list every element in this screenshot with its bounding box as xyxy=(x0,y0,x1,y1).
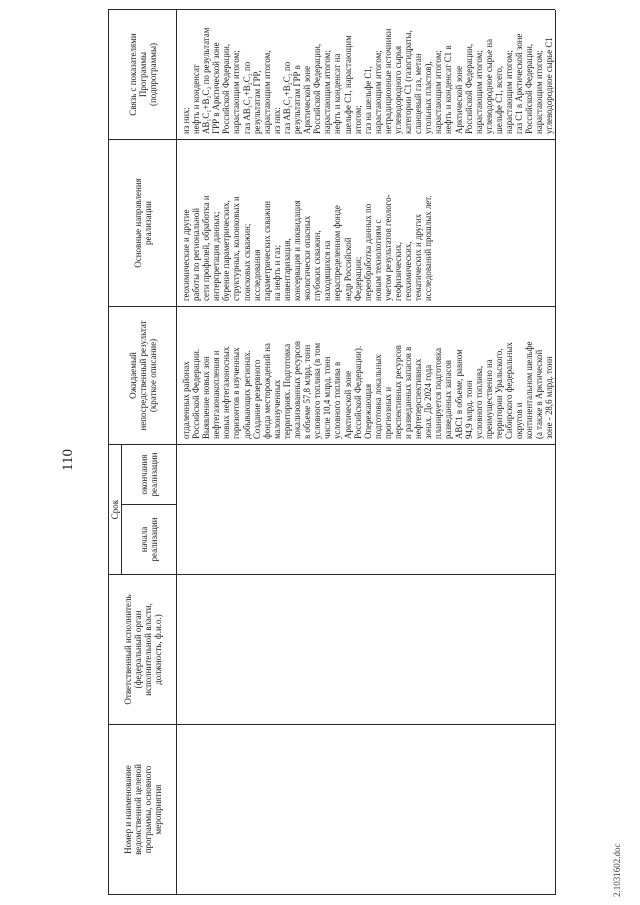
result-line: нефтеперспективных xyxy=(413,358,424,439)
result-line: условного топлива (в том xyxy=(312,342,323,439)
indicator-line: нефть и конденсат на xyxy=(332,53,343,134)
result-line: округов и xyxy=(514,402,525,439)
indicator-line: из них: xyxy=(181,107,191,134)
result-line: планируется подготовка xyxy=(433,347,444,439)
indicator-line: результатам ГРР, xyxy=(251,70,262,134)
indicator-line: газ АВ₁С₁+В₂С₂ по xyxy=(241,61,252,134)
result-line: добывающих регионах. xyxy=(241,350,252,439)
indicator-line: шельфе С1, всего, xyxy=(493,65,504,134)
header-column-2: Ответственный исполнитель (федеральный орган исполнительной власти, должность, ф.и.о.) xyxy=(122,594,163,705)
result-line: Российской Федерации). xyxy=(352,345,363,439)
result-line: условного топлива в xyxy=(332,361,343,439)
indicator-line: нетрадиционные источники xyxy=(382,28,393,134)
result-line: в объеме 57,8 млрд. тонн xyxy=(302,344,313,439)
result-line: перспективных ресурсов xyxy=(392,345,403,439)
result-line: Арктической зоне xyxy=(342,370,353,439)
indicator-line: Арктической зоне xyxy=(302,65,313,134)
result-cell xyxy=(177,307,555,444)
result-line: фонда месторождений на xyxy=(261,343,272,439)
direction-line: тематических и других xyxy=(413,213,424,301)
indicator-line: Российской Федерации, xyxy=(221,43,232,134)
indicator-line: нарастающим итогом; xyxy=(504,50,514,134)
direction-line: на нефть и газ; xyxy=(271,244,282,301)
direction-line: структурных, колонковых и xyxy=(231,196,242,301)
direction-line: работы по региональной xyxy=(191,207,202,301)
direction-line: недр Российской xyxy=(342,237,353,301)
result-line: нефтегазонакопления и xyxy=(211,350,222,439)
direction-line: глубоких скважин, xyxy=(312,230,323,301)
indicator-line: сланцевый газ, метан xyxy=(413,53,424,134)
direction-line: бурение параметрических, xyxy=(221,200,232,301)
indicator-line: результатам ГРР в xyxy=(292,65,303,134)
indicator-line: нефть и конденсат С1 в xyxy=(443,45,454,134)
direction-line: исследования xyxy=(251,249,262,301)
table-border-left xyxy=(108,894,555,895)
indicator-line: Арктической зоне xyxy=(453,65,464,134)
direction-line: переобработка данных по xyxy=(362,203,373,301)
direction-line: интерпретация данных; xyxy=(211,211,222,301)
table-border-bottom xyxy=(555,10,556,895)
indicator-line: категории С1 (газогидраты, xyxy=(403,30,414,134)
result-line: территории Уральского, xyxy=(493,348,504,439)
indicator-line: нарастающим итогом; xyxy=(372,50,383,134)
indicator-line: углеводородное сырье на xyxy=(483,38,494,134)
result-line: прогнозных и xyxy=(382,386,393,439)
indicator-line: нарастающим итогом; xyxy=(534,50,545,134)
indicator-line: Российской Федерации, xyxy=(312,43,323,134)
result-line: подготовка локальных xyxy=(372,354,383,439)
result-line: локализованных ресурсов xyxy=(292,340,303,439)
direction-line: учетом результатов геолого- xyxy=(382,194,393,301)
indicator-line: нарастающим итогом; xyxy=(322,50,333,134)
indicator-line: угольных пластов), xyxy=(423,61,434,134)
result-line: континентальном шельфе xyxy=(524,341,535,439)
indicator-line: нарастающим итогом, xyxy=(261,50,272,134)
result-line: условного топлива, xyxy=(473,365,484,439)
page-number: 110 xyxy=(60,449,76,471)
header-directions: Основные направления реализации xyxy=(132,178,153,268)
result-line: горизонтов в изученных xyxy=(231,347,242,439)
header-end: окончания реализации xyxy=(139,452,159,497)
result-line: и разведанных запасов в xyxy=(403,346,414,439)
result-line: территориях. Подготовка xyxy=(281,343,292,439)
result-line: Создание резервного xyxy=(251,359,262,439)
indicator-line: газ на шельфе С1, xyxy=(362,66,373,134)
indicator-line: нарастающим итогом; xyxy=(433,50,444,134)
direction-line: инвентаризация, xyxy=(281,238,292,301)
result-line: зоне - 28,6 млрд. тонн xyxy=(544,356,555,439)
direction-line: находящихся на xyxy=(322,240,333,301)
header-column-1: Номер и наименование ведомственной целевой программы, основного мероприятия xyxy=(122,764,163,855)
indicator-line: газ АВ₁С₁+В₂С₂ по xyxy=(281,61,292,134)
indicator-line: углеводородное сырье С1 xyxy=(544,37,555,134)
indicator-line: газ С1 в Арктической зоне xyxy=(514,33,525,134)
direction-line: геохимические и другие xyxy=(181,209,191,301)
direction-line: экологически опасных xyxy=(302,215,313,301)
direction-line: исследований прошлых лет. xyxy=(423,195,434,301)
document-code: 2.1031602.doc xyxy=(612,843,622,897)
result-line: преимущественно на xyxy=(483,359,494,439)
result-line: Опережающая xyxy=(362,383,373,439)
direction-line: параметрических скважин xyxy=(261,201,272,301)
header-link: Связь с показателями Программы (подпрограммы) xyxy=(127,33,158,116)
direction-line: новым технологиям с xyxy=(372,219,383,301)
result-line: новых нефтегазоносных xyxy=(221,346,232,439)
direction-line: Федерации; xyxy=(352,256,363,301)
result-line: 94,9 млрд. тонн xyxy=(463,380,474,439)
indicator-line: нефть и конденсат xyxy=(191,64,202,134)
header-srok: Срок xyxy=(110,499,120,520)
direction-line: геохимических, xyxy=(403,241,414,301)
result-line: Выявление новых зон xyxy=(201,356,212,439)
result-line: разведанных запасов xyxy=(443,360,454,439)
result-line: АВС1 в объеме, равном xyxy=(453,349,464,439)
direction-line: нераспределенном фонде xyxy=(332,205,343,301)
indicator-line: нарастающим итогом; xyxy=(473,50,484,134)
result-line: числе 10,4 млрд. тонн xyxy=(322,356,333,439)
indicator-line: из них: xyxy=(271,107,282,134)
indicator-line: нарастающим итогом; xyxy=(231,50,242,134)
result-line: малоизученных xyxy=(271,379,282,439)
indicator-line: ГРР в Арктической зоне xyxy=(211,42,222,134)
result-line: отдаленных районах xyxy=(181,361,191,439)
indicator-line: шельфе С1, нарастающим xyxy=(342,35,353,134)
directions-cell xyxy=(177,140,555,306)
direction-line: геофизических, xyxy=(392,242,403,301)
indicator-line: Российской Федерации, xyxy=(524,43,535,134)
direction-line: сети профилей, обработка и xyxy=(201,195,212,301)
indicator-line: АВ₁С₁+В₂С₂ по результатам xyxy=(201,27,212,134)
result-line: (а также в Арктической xyxy=(534,349,545,439)
link-cell xyxy=(177,10,555,139)
result-line: зонах. До 2024 года xyxy=(423,364,434,439)
result-line: Сибирского федеральных xyxy=(504,342,514,439)
direction-line: поисковых скважин; xyxy=(241,223,252,301)
indicator-line: Российской Федерации, xyxy=(463,43,474,134)
indicator-line: итогом; xyxy=(352,105,363,134)
header-result: Ожидаемый непосредственный результат (краткое описание) xyxy=(127,320,158,431)
direction-line: консервация и ликвидация xyxy=(292,200,303,301)
result-line: Российской Федерации. xyxy=(191,348,202,439)
indicator-line: углеводородного сырья xyxy=(392,45,403,134)
header-start: начала реализации xyxy=(139,517,159,562)
